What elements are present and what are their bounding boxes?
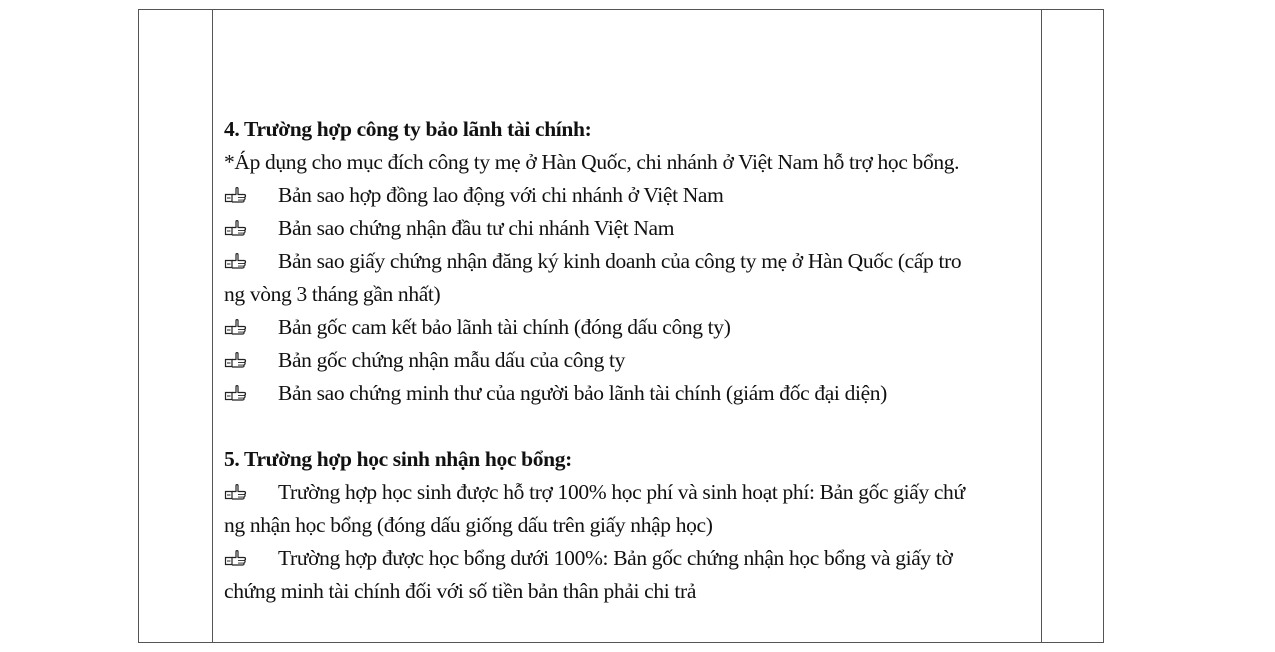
table-column-divider-left	[212, 9, 213, 643]
pointing-hand-icon	[224, 187, 250, 203]
list-item-continuation: chứng minh tài chính đối với số tiền bản thân phải chi trả	[224, 579, 697, 603]
section-4-note: *Áp dụng cho mục đích công ty mẹ ở Hàn Quốc, chi nhánh ở Việt Nam hỗ trợ học bổng.	[224, 150, 960, 174]
list-item: Bản sao chứng minh thư của người bảo lãnh tài chính (giám đốc đại diện)	[224, 377, 1039, 410]
pointing-hand-icon	[224, 220, 250, 236]
section-5-heading: 5. Trường hợp học sinh nhận học bổng:	[224, 447, 572, 471]
list-item: Trường hợp được học bổng dưới 100%: Bản gốc chứng nhận học bổng và giấy tờ	[224, 542, 1039, 575]
list-item: Bản sao hợp đồng lao động với chi nhánh ở Việt Nam	[224, 179, 1039, 212]
table-column-divider-right	[1041, 9, 1042, 643]
pointing-hand-icon	[224, 253, 250, 269]
list-item: Bản gốc chứng nhận mẫu dấu của công ty	[224, 344, 1039, 377]
document-content	[224, 113, 1039, 608]
pointing-hand-icon	[224, 550, 250, 566]
pointing-hand-icon	[224, 385, 250, 401]
list-item: Bản gốc cam kết bảo lãnh tài chính (đóng dấu công ty)	[224, 311, 1039, 344]
pointing-hand-icon	[224, 352, 250, 368]
list-item: Trường hợp học sinh được hỗ trợ 100% học phí và sinh hoạt phí: Bản gốc giấy chứ	[224, 476, 1039, 509]
pointing-hand-icon	[224, 319, 250, 335]
pointing-hand-icon	[224, 484, 250, 500]
list-item: Bản sao giấy chứng nhận đăng ký kinh doanh của công ty mẹ ở Hàn Quốc (cấp tro	[224, 245, 1039, 278]
list-item: Bản sao chứng nhận đầu tư chi nhánh Việt Nam	[224, 212, 1039, 245]
list-item-continuation: ng vòng 3 tháng gần nhất)	[224, 282, 441, 306]
section-4-heading: 4. Trường hợp công ty bảo lãnh tài chính:	[224, 117, 592, 141]
section-spacer	[224, 410, 1039, 443]
list-item-continuation: ng nhận học bổng (đóng dấu giống dấu trên giấy nhập học)	[224, 513, 713, 537]
